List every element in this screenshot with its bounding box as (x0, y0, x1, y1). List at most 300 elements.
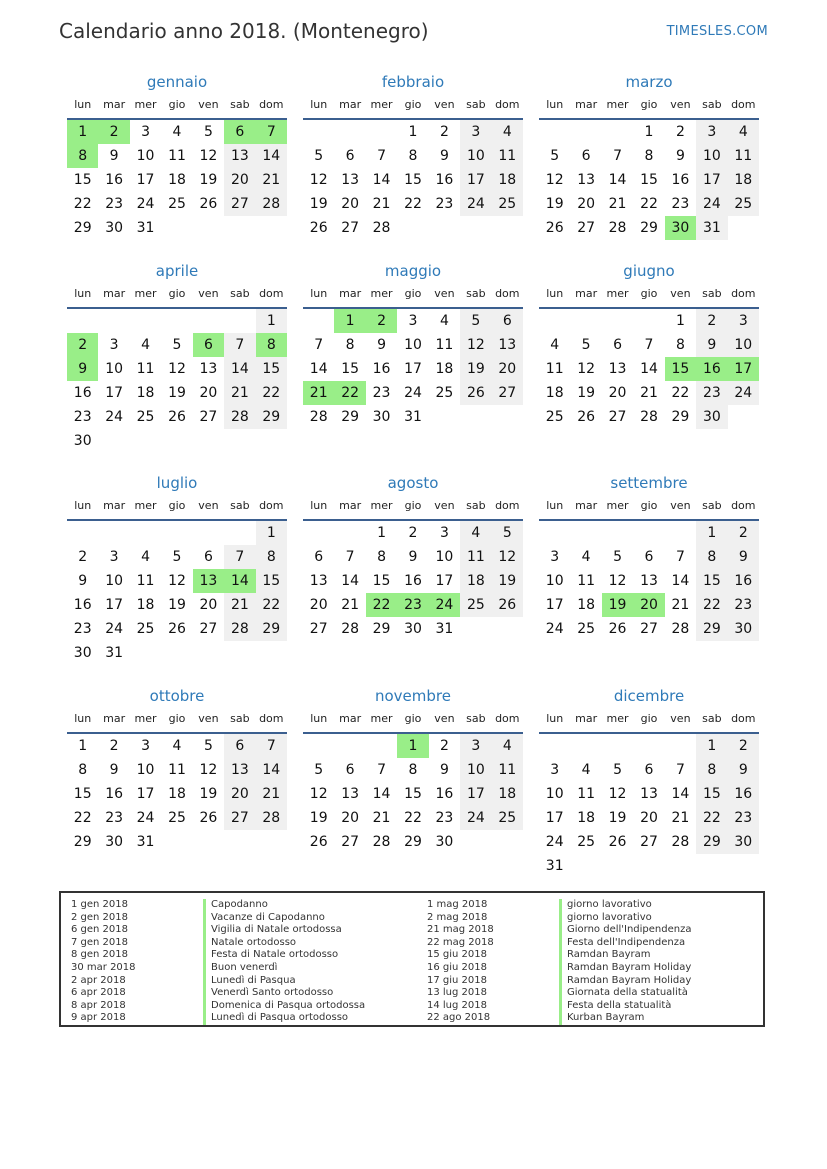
day-cell[interactable]: 23 (105, 196, 124, 212)
day-cell[interactable]: 3 (109, 549, 119, 565)
day-cell[interactable]: 17 (105, 597, 124, 613)
day-cell[interactable]: 13 (492, 333, 523, 357)
day-cell[interactable]: 11 (545, 361, 564, 377)
day-cell[interactable]: 4 (581, 762, 591, 778)
day-cell[interactable]: 7 (224, 333, 255, 357)
day-cell[interactable]: 12 (608, 573, 627, 589)
day-cell[interactable]: 19 (168, 597, 186, 613)
day-cell[interactable]: 21 (303, 381, 334, 405)
day-cell[interactable]: 6 (644, 762, 654, 778)
day-cell[interactable]: 1 (78, 738, 88, 754)
day-cell[interactable]: 23 (671, 196, 690, 212)
day-cell[interactable]: 17 (728, 357, 759, 381)
day-cell[interactable]: 23 (397, 593, 428, 617)
day-cell[interactable]: 3 (460, 734, 491, 758)
day-cell[interactable]: 27 (608, 409, 627, 425)
day-cell[interactable]: 1 (696, 734, 727, 758)
day-cell[interactable]: 3 (460, 120, 491, 144)
day-cell[interactable]: 25 (728, 192, 759, 216)
day-cell[interactable]: 8 (256, 333, 287, 357)
day-cell[interactable]: 19 (545, 196, 564, 212)
day-cell[interactable]: 28 (256, 192, 287, 216)
day-cell[interactable]: 28 (224, 617, 255, 641)
day-cell[interactable]: 15 (665, 357, 696, 381)
day-cell[interactable]: 5 (203, 124, 213, 140)
day-cell[interactable]: 12 (545, 172, 564, 188)
day-cell[interactable]: 24 (136, 196, 155, 212)
day-cell[interactable]: 30 (73, 433, 92, 449)
day-cell[interactable]: 5 (550, 148, 560, 164)
day-cell[interactable]: 14 (640, 361, 658, 377)
day-cell[interactable]: 30 (665, 216, 696, 240)
day-cell[interactable]: 23 (372, 385, 391, 401)
day-cell[interactable]: 1 (696, 521, 727, 545)
day-cell[interactable]: 2 (366, 309, 397, 333)
day-cell[interactable]: 9 (675, 148, 685, 164)
day-cell[interactable]: 17 (696, 168, 727, 192)
day-cell[interactable]: 19 (608, 810, 627, 826)
day-cell[interactable]: 22 (73, 196, 92, 212)
day-cell[interactable]: 18 (728, 168, 759, 192)
day-cell[interactable]: 15 (372, 573, 391, 589)
day-cell[interactable]: 26 (608, 621, 627, 637)
day-cell[interactable]: 29 (256, 617, 287, 641)
day-cell[interactable]: 11 (460, 545, 491, 569)
day-cell[interactable]: 5 (492, 521, 523, 545)
day-cell[interactable]: 9 (728, 758, 759, 782)
day-cell[interactable]: 3 (141, 124, 151, 140)
day-cell[interactable]: 29 (404, 834, 422, 850)
day-cell[interactable]: 18 (136, 597, 155, 613)
day-cell[interactable]: 22 (671, 385, 690, 401)
day-cell[interactable]: 26 (608, 834, 627, 850)
day-cell[interactable]: 19 (199, 786, 218, 802)
day-cell[interactable]: 12 (168, 361, 186, 377)
day-cell[interactable]: 29 (73, 834, 92, 850)
day-cell[interactable]: 16 (73, 597, 92, 613)
day-cell[interactable]: 19 (460, 357, 491, 381)
day-cell[interactable]: 23 (728, 593, 759, 617)
day-cell[interactable]: 28 (671, 834, 690, 850)
day-cell[interactable]: 8 (408, 148, 418, 164)
day-cell[interactable]: 23 (73, 409, 92, 425)
day-cell[interactable]: 9 (408, 549, 418, 565)
day-cell[interactable]: 8 (345, 337, 355, 353)
day-cell[interactable]: 11 (168, 148, 186, 164)
day-cell[interactable]: 13 (608, 361, 627, 377)
day-cell[interactable]: 6 (644, 549, 654, 565)
day-cell[interactable]: 1 (397, 734, 428, 758)
day-cell[interactable]: 11 (577, 786, 596, 802)
day-cell[interactable]: 29 (372, 621, 391, 637)
day-cell[interactable]: 3 (550, 549, 560, 565)
day-cell[interactable]: 9 (377, 337, 387, 353)
day-cell[interactable]: 30 (372, 409, 391, 425)
day-cell[interactable]: 25 (492, 192, 523, 216)
day-cell[interactable]: 22 (404, 810, 422, 826)
day-cell[interactable]: 12 (309, 786, 328, 802)
day-cell[interactable]: 7 (256, 120, 287, 144)
day-cell[interactable]: 7 (675, 762, 685, 778)
day-cell[interactable]: 10 (545, 786, 564, 802)
day-cell[interactable]: 28 (671, 621, 690, 637)
day-cell[interactable]: 23 (435, 196, 454, 212)
day-cell[interactable]: 14 (608, 172, 627, 188)
day-cell[interactable]: 24 (728, 381, 759, 405)
day-cell[interactable]: 6 (492, 309, 523, 333)
day-cell[interactable]: 13 (577, 172, 596, 188)
day-cell[interactable]: 26 (492, 593, 523, 617)
day-cell[interactable]: 8 (696, 758, 727, 782)
day-cell[interactable]: 4 (581, 549, 591, 565)
day-cell[interactable]: 27 (199, 409, 218, 425)
day-cell[interactable]: 2 (78, 549, 88, 565)
day-cell[interactable]: 2 (439, 738, 449, 754)
day-cell[interactable]: 24 (545, 621, 564, 637)
day-cell[interactable]: 8 (67, 144, 98, 168)
day-cell[interactable]: 14 (671, 786, 690, 802)
day-cell[interactable]: 17 (136, 172, 155, 188)
day-cell[interactable]: 5 (314, 148, 324, 164)
day-cell[interactable]: 12 (460, 333, 491, 357)
day-cell[interactable]: 20 (199, 597, 218, 613)
day-cell[interactable]: 27 (577, 220, 596, 236)
day-cell[interactable]: 10 (105, 361, 124, 377)
day-cell[interactable]: 27 (199, 621, 218, 637)
day-cell[interactable]: 8 (408, 762, 418, 778)
day-cell[interactable]: 24 (545, 834, 564, 850)
day-cell[interactable]: 2 (728, 734, 759, 758)
day-cell[interactable]: 7 (314, 337, 324, 353)
day-cell[interactable]: 28 (309, 409, 328, 425)
day-cell[interactable]: 13 (224, 144, 255, 168)
day-cell[interactable]: 3 (109, 337, 119, 353)
day-cell[interactable]: 26 (545, 220, 564, 236)
day-cell[interactable]: 27 (224, 192, 255, 216)
day-cell[interactable]: 31 (105, 645, 124, 661)
day-cell[interactable]: 21 (256, 168, 287, 192)
day-cell[interactable]: 9 (696, 333, 727, 357)
day-cell[interactable]: 22 (640, 196, 658, 212)
day-cell[interactable]: 22 (256, 381, 287, 405)
day-cell[interactable]: 28 (372, 220, 391, 236)
day-cell[interactable]: 2 (728, 521, 759, 545)
day-cell[interactable]: 23 (728, 806, 759, 830)
day-cell[interactable]: 16 (696, 357, 727, 381)
day-cell[interactable]: 16 (435, 172, 454, 188)
day-cell[interactable]: 12 (492, 545, 523, 569)
day-cell[interactable]: 19 (168, 385, 186, 401)
day-cell[interactable]: 26 (199, 810, 218, 826)
day-cell[interactable]: 20 (577, 196, 596, 212)
day-cell[interactable]: 22 (334, 381, 365, 405)
day-cell[interactable]: 4 (141, 337, 151, 353)
day-cell[interactable]: 12 (168, 573, 186, 589)
day-cell[interactable]: 7 (644, 337, 654, 353)
day-cell[interactable]: 31 (404, 409, 422, 425)
day-cell[interactable]: 26 (460, 381, 491, 405)
day-cell[interactable]: 3 (728, 309, 759, 333)
day-cell[interactable]: 10 (545, 573, 564, 589)
day-cell[interactable]: 15 (256, 569, 287, 593)
day-cell[interactable]: 30 (435, 834, 454, 850)
day-cell[interactable]: 10 (696, 144, 727, 168)
day-cell[interactable]: 1 (644, 124, 654, 140)
day-cell[interactable]: 19 (577, 385, 596, 401)
day-cell[interactable]: 28 (341, 621, 360, 637)
day-cell[interactable]: 8 (675, 337, 685, 353)
day-cell[interactable]: 5 (172, 549, 182, 565)
day-cell[interactable]: 20 (608, 385, 627, 401)
day-cell[interactable]: 9 (109, 762, 119, 778)
day-cell[interactable]: 23 (435, 810, 454, 826)
day-cell[interactable]: 7 (613, 148, 623, 164)
day-cell[interactable]: 11 (136, 573, 155, 589)
day-cell[interactable]: 9 (728, 545, 759, 569)
day-cell[interactable]: 3 (696, 120, 727, 144)
day-cell[interactable]: 4 (492, 120, 523, 144)
day-cell[interactable]: 25 (492, 806, 523, 830)
day-cell[interactable]: 19 (199, 172, 218, 188)
day-cell[interactable]: 1 (377, 525, 387, 541)
day-cell[interactable]: 26 (168, 621, 186, 637)
day-cell[interactable]: 18 (435, 361, 454, 377)
day-cell[interactable]: 29 (341, 409, 360, 425)
day-cell[interactable]: 17 (105, 385, 124, 401)
day-cell[interactable]: 2 (696, 309, 727, 333)
day-cell[interactable]: 31 (136, 220, 155, 236)
day-cell[interactable]: 4 (460, 521, 491, 545)
day-cell[interactable]: 22 (256, 593, 287, 617)
day-cell[interactable]: 17 (435, 573, 454, 589)
day-cell[interactable]: 24 (460, 806, 491, 830)
day-cell[interactable]: 6 (193, 333, 224, 357)
day-cell[interactable]: 27 (640, 834, 658, 850)
day-cell[interactable]: 31 (136, 834, 155, 850)
day-cell[interactable]: 4 (550, 337, 560, 353)
day-cell[interactable]: 6 (345, 148, 355, 164)
day-cell[interactable]: 16 (73, 385, 92, 401)
day-cell[interactable]: 12 (309, 172, 328, 188)
day-cell[interactable]: 7 (377, 762, 387, 778)
day-cell[interactable]: 3 (550, 762, 560, 778)
day-cell[interactable]: 7 (675, 549, 685, 565)
day-cell[interactable]: 13 (640, 573, 658, 589)
day-cell[interactable]: 31 (435, 621, 454, 637)
day-cell[interactable]: 5 (314, 762, 324, 778)
day-cell[interactable]: 10 (435, 549, 454, 565)
day-cell[interactable]: 11 (168, 762, 186, 778)
day-cell[interactable]: 21 (224, 381, 255, 405)
day-cell[interactable]: 2 (67, 333, 98, 357)
day-cell[interactable]: 6 (345, 762, 355, 778)
day-cell[interactable]: 11 (492, 144, 523, 168)
day-cell[interactable]: 8 (256, 545, 287, 569)
day-cell[interactable]: 5 (613, 549, 623, 565)
day-cell[interactable]: 21 (671, 810, 690, 826)
day-cell[interactable]: 14 (224, 569, 255, 593)
day-cell[interactable]: 2 (675, 124, 685, 140)
day-cell[interactable]: 20 (199, 385, 218, 401)
day-cell[interactable]: 2 (439, 124, 449, 140)
day-cell[interactable]: 29 (696, 617, 727, 641)
day-cell[interactable]: 16 (671, 172, 690, 188)
day-cell[interactable]: 14 (372, 786, 391, 802)
day-cell[interactable]: 1 (256, 521, 287, 545)
day-cell[interactable]: 14 (224, 357, 255, 381)
day-cell[interactable]: 7 (224, 545, 255, 569)
day-cell[interactable]: 28 (224, 405, 255, 429)
day-cell[interactable]: 17 (136, 786, 155, 802)
day-cell[interactable]: 15 (404, 172, 422, 188)
day-cell[interactable]: 15 (696, 569, 727, 593)
day-cell[interactable]: 11 (492, 758, 523, 782)
day-cell[interactable]: 27 (341, 220, 360, 236)
day-cell[interactable]: 8 (377, 549, 387, 565)
day-cell[interactable]: 6 (224, 120, 255, 144)
day-cell[interactable]: 18 (136, 385, 155, 401)
day-cell[interactable]: 4 (172, 124, 182, 140)
day-cell[interactable]: 22 (366, 593, 397, 617)
day-cell[interactable]: 26 (577, 409, 596, 425)
day-cell[interactable]: 24 (460, 192, 491, 216)
day-cell[interactable]: 13 (199, 361, 218, 377)
day-cell[interactable]: 8 (644, 148, 654, 164)
day-cell[interactable]: 12 (199, 148, 218, 164)
day-cell[interactable]: 11 (577, 573, 596, 589)
day-cell[interactable]: 29 (671, 409, 690, 425)
day-cell[interactable]: 3 (408, 313, 418, 329)
day-cell[interactable]: 17 (545, 810, 564, 826)
day-cell[interactable]: 20 (341, 196, 360, 212)
day-cell[interactable]: 12 (608, 786, 627, 802)
day-cell[interactable]: 15 (640, 172, 658, 188)
day-cell[interactable]: 7 (256, 734, 287, 758)
day-cell[interactable]: 27 (492, 381, 523, 405)
day-cell[interactable]: 17 (404, 361, 422, 377)
day-cell[interactable]: 28 (640, 409, 658, 425)
day-cell[interactable]: 13 (193, 569, 224, 593)
day-cell[interactable]: 11 (728, 144, 759, 168)
day-cell[interactable]: 25 (577, 834, 596, 850)
day-cell[interactable]: 1 (675, 313, 685, 329)
day-cell[interactable]: 2 (109, 738, 119, 754)
day-cell[interactable]: 2 (408, 525, 418, 541)
day-cell[interactable]: 25 (136, 621, 155, 637)
day-cell[interactable]: 13 (309, 573, 328, 589)
day-cell[interactable]: 26 (199, 196, 218, 212)
day-cell[interactable]: 15 (73, 172, 92, 188)
day-cell[interactable]: 27 (309, 621, 328, 637)
day-cell[interactable]: 14 (309, 361, 328, 377)
day-cell[interactable]: 27 (341, 834, 360, 850)
day-cell[interactable]: 18 (168, 786, 186, 802)
day-cell[interactable]: 9 (439, 148, 449, 164)
day-cell[interactable]: 10 (105, 573, 124, 589)
day-cell[interactable]: 19 (492, 569, 523, 593)
day-cell[interactable]: 18 (492, 168, 523, 192)
day-cell[interactable]: 4 (141, 549, 151, 565)
day-cell[interactable]: 14 (256, 144, 287, 168)
day-cell[interactable]: 12 (199, 762, 218, 778)
day-cell[interactable]: 3 (439, 525, 449, 541)
day-cell[interactable]: 25 (168, 196, 186, 212)
day-cell[interactable]: 24 (105, 409, 124, 425)
day-cell[interactable]: 29 (640, 220, 658, 236)
day-cell[interactable]: 14 (256, 758, 287, 782)
day-cell[interactable]: 16 (105, 172, 124, 188)
day-cell[interactable]: 1 (256, 309, 287, 333)
day-cell[interactable]: 25 (545, 409, 564, 425)
day-cell[interactable]: 27 (224, 806, 255, 830)
day-cell[interactable]: 15 (341, 361, 360, 377)
day-cell[interactable]: 8 (696, 545, 727, 569)
day-cell[interactable]: 22 (696, 806, 727, 830)
day-cell[interactable]: 31 (545, 858, 564, 874)
day-cell[interactable]: 16 (728, 569, 759, 593)
day-cell[interactable]: 28 (372, 834, 391, 850)
day-cell[interactable]: 25 (168, 810, 186, 826)
day-cell[interactable]: 20 (341, 810, 360, 826)
day-cell[interactable]: 15 (696, 782, 727, 806)
day-cell[interactable]: 26 (309, 834, 328, 850)
day-cell[interactable]: 15 (256, 357, 287, 381)
day-cell[interactable]: 17 (460, 782, 491, 806)
day-cell[interactable]: 18 (545, 385, 564, 401)
day-cell[interactable]: 3 (141, 738, 151, 754)
day-cell[interactable]: 18 (492, 782, 523, 806)
day-cell[interactable]: 1 (408, 124, 418, 140)
day-cell[interactable]: 20 (633, 593, 664, 617)
day-cell[interactable]: 4 (492, 734, 523, 758)
day-cell[interactable]: 10 (404, 337, 422, 353)
day-cell[interactable]: 19 (309, 810, 328, 826)
day-cell[interactable]: 1 (334, 309, 365, 333)
day-cell[interactable]: 24 (429, 593, 460, 617)
day-cell[interactable]: 20 (224, 168, 255, 192)
day-cell[interactable]: 10 (728, 333, 759, 357)
day-cell[interactable]: 5 (203, 738, 213, 754)
day-cell[interactable]: 16 (435, 786, 454, 802)
day-cell[interactable]: 14 (671, 573, 690, 589)
day-cell[interactable]: 15 (73, 786, 92, 802)
day-cell[interactable]: 30 (73, 645, 92, 661)
day-cell[interactable]: 30 (728, 830, 759, 854)
day-cell[interactable]: 16 (728, 782, 759, 806)
day-cell[interactable]: 14 (341, 573, 360, 589)
day-cell[interactable]: 6 (314, 549, 324, 565)
day-cell[interactable]: 25 (577, 621, 596, 637)
day-cell[interactable]: 13 (341, 786, 360, 802)
day-cell[interactable]: 26 (309, 220, 328, 236)
day-cell[interactable]: 5 (613, 762, 623, 778)
day-cell[interactable]: 19 (309, 196, 328, 212)
day-cell[interactable]: 5 (172, 337, 182, 353)
day-cell[interactable]: 30 (105, 834, 124, 850)
day-cell[interactable]: 25 (460, 593, 491, 617)
day-cell[interactable]: 21 (640, 385, 658, 401)
day-cell[interactable]: 4 (439, 313, 449, 329)
day-cell[interactable]: 9 (78, 573, 88, 589)
day-cell[interactable]: 13 (224, 758, 255, 782)
day-cell[interactable]: 18 (168, 172, 186, 188)
day-cell[interactable]: 6 (224, 734, 255, 758)
day-cell[interactable]: 21 (608, 196, 627, 212)
day-cell[interactable]: 18 (577, 597, 596, 613)
day-cell[interactable]: 21 (341, 597, 360, 613)
day-cell[interactable]: 23 (696, 381, 727, 405)
day-cell[interactable]: 24 (404, 385, 422, 401)
